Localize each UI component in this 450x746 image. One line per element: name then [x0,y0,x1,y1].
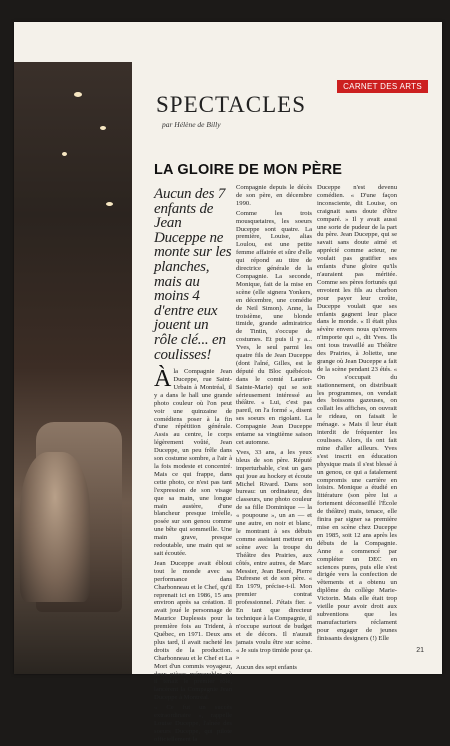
article-headline: LA GLOIRE DE MON PÈRE [154,162,343,178]
text-column-1 [154,187,232,746]
drop-cap: À [154,366,172,393]
magazine-page [14,22,442,743]
byline: par Hélène de Billy [162,120,221,129]
page-number: 21 [416,647,424,654]
paragraph: Comme les trois mousquetaires, les soeurs Duceppe sont quatre. La première, Louise, alias Loulou, est une petite femme affairée et sûre d'elle qui répond au titre de directrice générale de la Compagnie. La seconde, Monique, fait de la mise en scène (elle signera Yonkers, en décembre, une comédie de Neil Simon). Anne, la troisième, une blonde timide, grande admiratrice de Tintin, s'occupe de costumes. Et puis il y a... Yves, le seul parmi les quatre fils de Jean Duceppe (dont l'aîné, Gilles, est le député du Bloc québécois dans le comté Laurier-Sainte-Marie) qui se soit sérieusement intéressé au théâtre. « Lui, c'est pas pareil, on l'a formé », disent ses soeurs en rigolant. La Compagnie Jean Duceppe entame sa vingtième saison cet automne. [236,209,312,446]
photo-figure [20,452,90,602]
paragraph: Jean Duceppe avait ébloui tout le monde avec sa performance dans Charbonneau et le Chef, qu'il reprenait ici en 1986, 15 ans environ après sa création. Il avait joué le personnage de Maurice Duplessis pour la première fois au Trident, à Québec, en 1971. Deux ans plus tard, il avait racheté les droits de la production. Charbonneau et le Chef et La Mort d'un commis voyageur, deux pièces mémorables où il tenait le premier rôle, lancèrent la Compagnie Jean Duceppe à Montréal. [154,559,232,702]
section-tag: CARNET DES ARTS [337,80,428,93]
stage-light [74,92,82,97]
paragraph: Duceppe n'est devenu comédien. « D'une façon inconsciente, dit Louise, on craignait sans doute d'être comparé. » Il y avait aussi une sorte de pudeur de la part du père. Jean Duceppe, qui se savait sans doute aimé et apprécié comme acteur, ne voulait pas gratifier ses enfants d'une gloire qu'ils n'auraient pas méritée. Comme ses pères fortunés qui envoient les fils au charbon pour payer leur croûte, Duceppe voulait que ses enfants gagnent leur place dans le monde. « Il était plus sévère envers nous qu'envers n'importe qui », dit Yves. Ils ont tous travaillé au Théâtre des Prairies, à Joliette, une grange où Jean Duceppe a fait de la scène pendant 23 étés. « On s'occupait du stationnement, on distribuait les programmes, on vendait des boissons gazeuses, on collait les affiches, on ouvrait le rideau, on faisait le ménage. » Mais il leur était interdit de fréquenter les coulisses. Alors, ils ont fait mine d'aller ailleurs. Yves s'est inscrit en éducation physique mais il s'est blessé à un genou, ce qui a fatalement compromis une carrière en loisirs. Monique a étudié en littérature (son père lui a fortement déconseillé l'École de théâtre) mais, tenace, elle finira par signer sa première mise en scène chez Duceppe en 1985, soit 12 ans après les débuts de la Compagnie. Anne a commencé par compléter un DEC en sciences pures, puis elle s'est dirigée vers la confection de vêtements et a obtenu un diplôme du collège Marie-Victorin. Mais elle était trop vieille pour avoir droit aux subventions que les manufacturiers réclament pour engager de jeunes finissants designers (!) Elle [317,184,397,642]
paragraph: Compagnie depuis le décès de son père, en décembre 1990. [236,184,312,207]
section-title: SPECTACLES [156,92,307,117]
text-column-3 [317,184,397,645]
paragraph: « Ce fut un succès extraordinaire », rappelle Louise Duceppe, l'aînée des soeurs Duceppe, qui pilote officiellement la [154,704,232,743]
paragraph: la Compagnie Jean Duceppe, rue Saint-Urbain à Montréal, il y a dans le hall une grande photo couleur où l'on peut voir une quinzaine de comédiens poser à la fin d'une répétition générale. Assis au centre, le corps légèrement voûté, Jean Duceppe, un peu frêle dans son costume sombre, a l'air à la fois modeste et concentré. Mais ce qui frappe, dans cette photo, ce n'est pas tant l'expression de son visage que sa main, une longue main austère, d'une blancheur presque irréelle, posée sur son genou comme une bête qui sommeille. Une main grave, presque redoutable, une main qui se sait écoutée. [154,368,232,557]
stage-light [106,202,113,206]
article-lead: Aucun des 7 enfants de Jean Duceppe ne monte sur les planches, mais au moins 4 d'entre eux jouent un rôle clé... en coulisses! [154,186,232,363]
paragraph: Aucun des sept enfants [236,664,297,672]
duceppe-photo [14,62,132,674]
stage-light [62,152,67,156]
paragraph: Yves, 33 ans, a les yeux bleus de son père. Réputé imperturbable, c'est un gars qui joue au hockey et écoute Michel Rivard. Dans son bureau: un ordinateur, des classeurs, une photo couleur de sa fille Dominique — la « poupoune », un an — et une autre, en noir et blanc, le montrant à ses débuts comme assistant metteur en scène avec la troupe du Théâtre des Prairies, aux côtés, entre autres, de Marc Messier, Jean Besré, Pierre Dufresne et de son père. « En 1979, précise-t-il. Mon premier contrat professionnel. J'étais fier. » En tant que directeur technique à la Compagnie, il n'occupe surtout de budget et de décors. Il n'aurait jamais voulu être sur scène. « Je suis trop timide pour ça. » [236,448,312,662]
stage-light [100,126,106,130]
text-column-2 [236,184,312,674]
